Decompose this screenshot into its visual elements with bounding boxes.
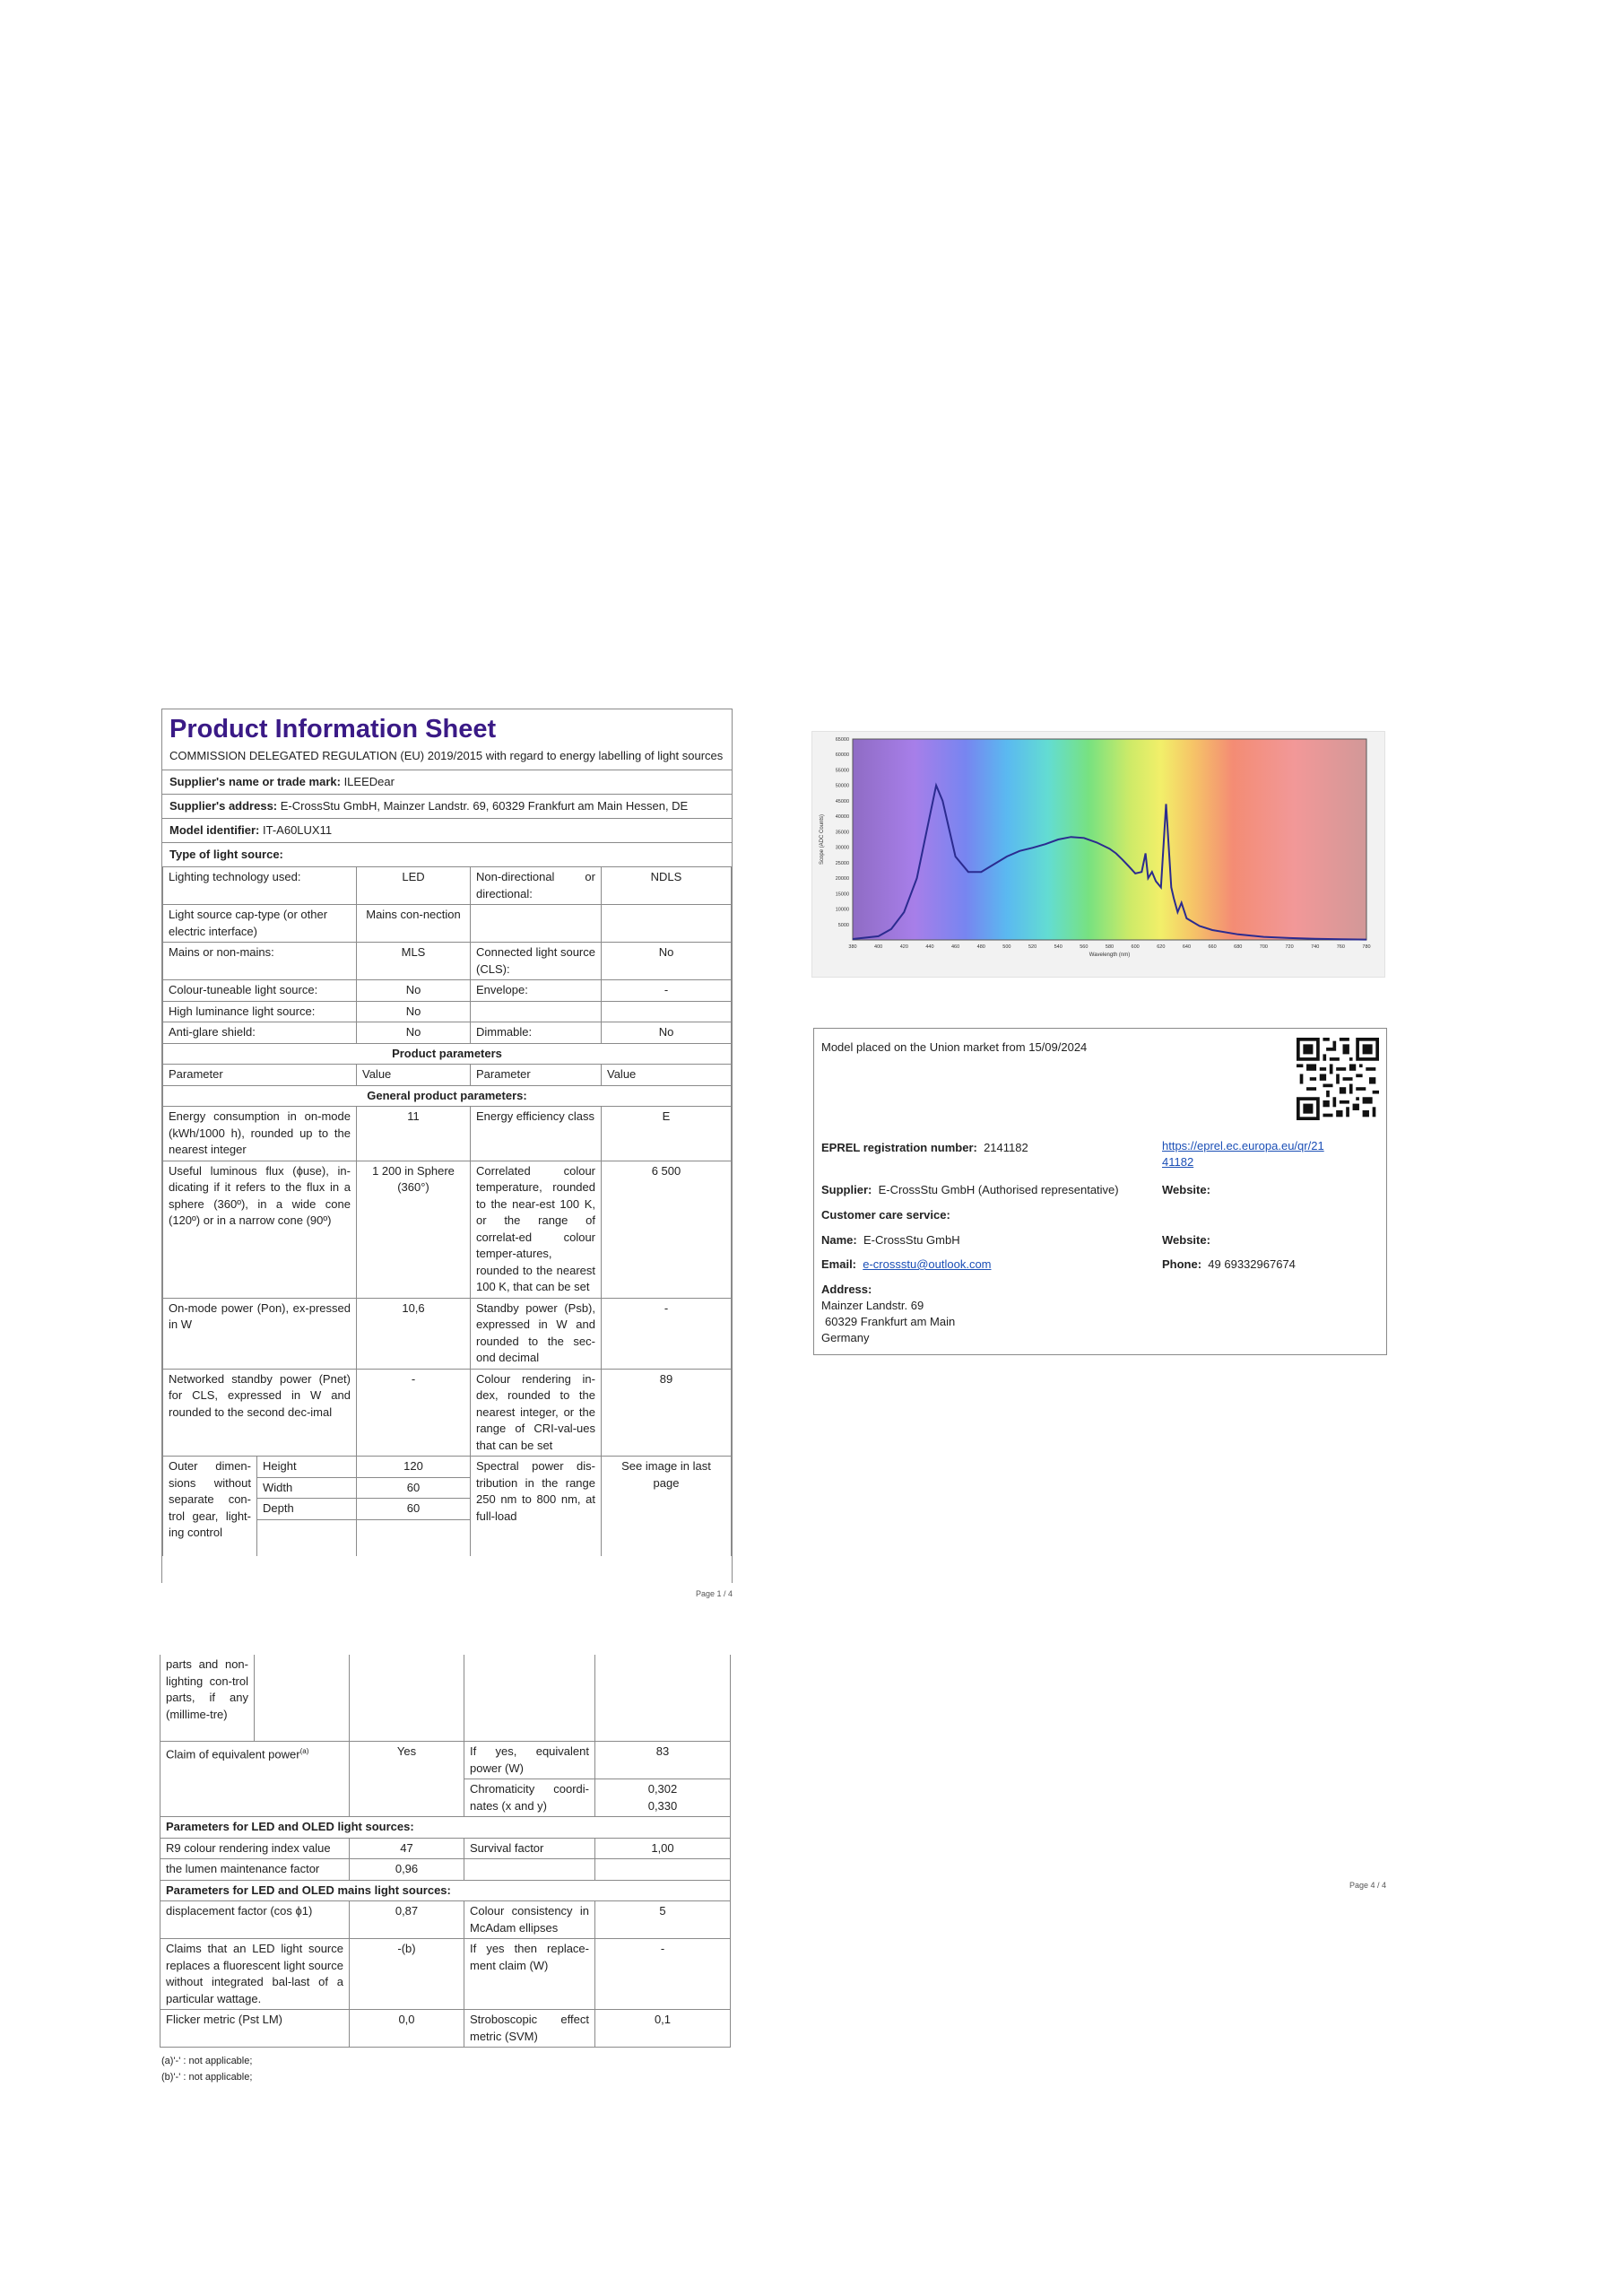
cell: the lumen maintenance factor <box>160 1859 350 1881</box>
table-row <box>163 980 732 1002</box>
cell: Correlated colour temperature, rounded to the near-est 100 K, or the range of correlat-ed colour temper-atures, rounded to the nearest 100 K, that can be set <box>471 1161 602 1298</box>
email-link[interactable]: e-crossstu@outlook.com <box>863 1257 992 1271</box>
cell: Dimmable: <box>471 1022 602 1044</box>
x-tick-label: 540 <box>1054 944 1063 950</box>
table-row <box>160 1939 731 2010</box>
y-tick-label: 40000 <box>835 814 849 821</box>
phone-label: Phone: <box>1162 1257 1202 1271</box>
y-tick-label: 10000 <box>835 907 849 913</box>
table-row <box>163 1298 732 1369</box>
chromaticity-y: 0,330 <box>647 1798 678 1813</box>
product-parameters-heading: Product parameters <box>163 1044 732 1065</box>
spectral-chart-image <box>811 731 1385 978</box>
cell: Chromaticity coordi-nates (x and y) <box>464 1779 595 1817</box>
cell <box>471 1001 602 1022</box>
product-parameters-table <box>162 1044 732 1457</box>
spectrum-band <box>853 739 1366 940</box>
table-row <box>163 867 732 905</box>
cell <box>357 1519 471 1556</box>
x-tick-labels <box>848 944 1370 950</box>
x-tick-label: 740 <box>1311 944 1320 950</box>
continuation-table <box>160 1655 731 2048</box>
table-row <box>160 1880 731 1901</box>
website-label-2: Website: <box>1162 1233 1210 1247</box>
x-tick-label: 460 <box>951 944 960 950</box>
name-label: Name: <box>821 1233 857 1247</box>
cell: 47 <box>350 1838 464 1859</box>
cell: E <box>602 1107 732 1161</box>
light-source-table <box>162 867 732 1044</box>
model-identifier: IT-A60LUX11 <box>263 823 333 837</box>
x-tick-label: 500 <box>1002 944 1011 950</box>
cell: 0,87 <box>350 1901 464 1939</box>
cell: Networked standby power (Pnet) for CLS, expressed in W and rounded to the second dec-imal <box>163 1369 357 1457</box>
cell: Anti-glare shield: <box>163 1022 357 1044</box>
cell: No <box>357 1022 471 1044</box>
footnote-b: (b)'-' : not applicable; <box>161 2072 253 2083</box>
qr-code-icon[interactable] <box>1297 1038 1379 1120</box>
x-tick-label: 480 <box>976 944 985 950</box>
chromaticity-x: 0,302 <box>647 1782 678 1796</box>
table-row <box>163 1457 732 1477</box>
table-row <box>163 943 732 980</box>
cell: - <box>602 1298 732 1369</box>
cell: Spectral power dis-tribution in the range 250 nm to 800 nm, at full-load <box>471 1457 602 1556</box>
table-row <box>163 1107 732 1161</box>
cell: 11 <box>357 1107 471 1161</box>
page-1 <box>161 709 733 1583</box>
cell <box>595 1859 731 1881</box>
supplier-address: E-CrossStu GmbH, Mainzer Landstr. 69, 60329 Frankfurt am Main Hessen, DE <box>280 799 689 813</box>
x-tick-label: 380 <box>848 944 857 950</box>
eprel-url-link[interactable] <box>1162 1138 1324 1170</box>
table-header-row <box>163 1065 732 1086</box>
cell: Survival factor <box>464 1838 595 1859</box>
x-tick-label: 440 <box>925 944 934 950</box>
cell: See image in last page <box>602 1457 732 1556</box>
y-axis-label: Scope (ADC Counts) <box>820 813 825 865</box>
supplier-name: ILEEDear <box>343 775 395 788</box>
cell: displacement factor (cos ϕ1) <box>160 1901 350 1939</box>
cell: On-mode power (Pon), ex-pressed in W <box>163 1298 357 1369</box>
cell: No <box>357 1001 471 1022</box>
model-line <box>162 819 732 843</box>
column-header: Parameter <box>163 1065 357 1086</box>
y-tick-label: 50000 <box>835 783 849 789</box>
equivalent-power-claim-label: Claim of equivalent power <box>166 1747 300 1761</box>
page-2 <box>160 1655 731 2083</box>
phone-line <box>1162 1257 1296 1273</box>
address-line-2: 60329 Frankfurt am Main <box>825 1315 956 1328</box>
x-tick-label: 620 <box>1157 944 1166 950</box>
cell: Energy consumption in on-mode (kWh/1000 h), rounded up to the nearest integer <box>163 1107 357 1161</box>
x-tick-label: 420 <box>899 944 908 950</box>
cell: 89 <box>602 1369 732 1457</box>
cell <box>464 1859 595 1881</box>
dimensions-table <box>162 1457 732 1556</box>
cell: If yes, equivalent power (W) <box>464 1742 595 1779</box>
cell: 0,96 <box>350 1859 464 1881</box>
x-tick-label: 760 <box>1336 944 1345 950</box>
cell: LED <box>357 867 471 905</box>
x-tick-label: 560 <box>1080 944 1089 950</box>
cell: No <box>602 1022 732 1044</box>
table-row <box>163 1161 732 1298</box>
cell: 10,6 <box>357 1298 471 1369</box>
cell: Connected light source (CLS): <box>471 943 602 980</box>
cell: Standby power (Psb), expressed in W and rounded to the sec-ond decimal <box>471 1298 602 1369</box>
cell: R9 colour rendering index value <box>160 1838 350 1859</box>
x-axis-label: Wavelength (nm) <box>1089 952 1131 958</box>
cell: - <box>602 980 732 1002</box>
cell <box>602 905 732 943</box>
table-row <box>163 905 732 943</box>
cell <box>602 1001 732 1022</box>
table-row <box>163 1001 732 1022</box>
website-label: Website: <box>1162 1183 1210 1196</box>
cell: Non-directional or directional: <box>471 867 602 905</box>
x-tick-label: 660 <box>1208 944 1217 950</box>
cell: High luminance light source: <box>163 1001 357 1022</box>
table-row <box>160 1655 731 1742</box>
market-date: Model placed on the Union market from 15/09/2024 <box>821 1040 1088 1054</box>
cell <box>595 1779 731 1817</box>
cell: Width <box>257 1477 357 1499</box>
phone-number: 49 69332967674 <box>1208 1257 1296 1271</box>
customer-care-label: Customer care service: <box>821 1208 950 1222</box>
address-line-1: Mainzer Landstr. 69 <box>821 1299 924 1312</box>
cell: 60 <box>357 1499 471 1520</box>
table-row <box>163 1022 732 1044</box>
cell: Envelope: <box>471 980 602 1002</box>
cell: MLS <box>357 943 471 980</box>
x-tick-label: 700 <box>1259 944 1268 950</box>
x-tick-label: 600 <box>1131 944 1140 950</box>
led-parameters-heading: Parameters for LED and OLED light sources: <box>160 1817 731 1839</box>
mains-parameters-heading: Parameters for LED and OLED mains light sources: <box>160 1880 731 1901</box>
cell: Light source cap-type (or other electric interface) <box>163 905 357 943</box>
cell: 0,0 <box>350 2010 464 2048</box>
page-title: Product Information Sheet <box>169 715 497 744</box>
y-tick-label: 35000 <box>835 830 849 836</box>
cell: Claims that an LED light source replaces a fluorescent light source without integrated bal-last of a particular wattage. <box>160 1939 350 2010</box>
cell: No <box>602 943 732 980</box>
table-row <box>160 2010 731 2048</box>
address-line-3: Germany <box>821 1331 870 1344</box>
table-row <box>163 1369 732 1457</box>
cell: 1 200 in Sphere (360°) <box>357 1161 471 1298</box>
cell: Flicker metric (Pst LM) <box>160 2010 350 2048</box>
supplier-name-label: Supplier's name or trade mark: <box>169 775 341 788</box>
x-tick-label: 520 <box>1028 944 1037 950</box>
cell: parts and non-lighting con-trol parts, if any (millime-tre) <box>160 1655 255 1742</box>
y-tick-label: 15000 <box>835 891 849 898</box>
eprel-registration-line <box>821 1140 1028 1156</box>
supplier-label: Supplier: <box>821 1183 872 1196</box>
cell: 83 <box>595 1742 731 1779</box>
y-tick-label: 5000 <box>837 922 849 928</box>
footnote-a: (a)'-' : not applicable; <box>161 2056 253 2066</box>
contact-name: E-CrossStu GmbH <box>863 1233 960 1247</box>
cell: Lighting technology used: <box>163 867 357 905</box>
email-line <box>821 1257 992 1273</box>
cell <box>595 1655 731 1742</box>
page-number: Page 1 / 4 <box>696 1589 733 1598</box>
y-tick-label: 25000 <box>835 860 849 866</box>
cell: NDLS <box>602 867 732 905</box>
cell: 0,1 <box>595 2010 731 2048</box>
cell <box>471 905 602 943</box>
contact-name-line <box>821 1232 960 1248</box>
cell <box>350 1655 464 1742</box>
address-label: Address: <box>821 1283 872 1296</box>
cell: 6 500 <box>602 1161 732 1298</box>
cell <box>257 1519 357 1556</box>
cell: Outer dimen-sions without separate con-trol gear, light-ing control <box>163 1457 257 1556</box>
supplier-line <box>821 1182 1119 1198</box>
cell <box>160 1742 350 1817</box>
x-tick-label: 720 <box>1285 944 1294 950</box>
page-number-4: Page 4 / 4 <box>1349 1881 1387 1890</box>
supplier-address-line <box>162 795 732 819</box>
supplier-value: E-CrossStu GmbH (Authorised representative) <box>878 1183 1119 1196</box>
cell: 1,00 <box>595 1838 731 1859</box>
supplier-name-line <box>162 770 732 795</box>
y-tick-label: 55000 <box>835 768 849 774</box>
cell: Energy efficiency class <box>471 1107 602 1161</box>
table-row <box>160 1838 731 1859</box>
type-heading <box>162 843 732 867</box>
x-tick-label: 400 <box>874 944 883 950</box>
cell: 5 <box>595 1901 731 1939</box>
eprel-info-card <box>813 1028 1387 1355</box>
cell: Mains or non-mains: <box>163 943 357 980</box>
table-row <box>160 1817 731 1839</box>
footnote-marker: (a) <box>299 1747 309 1755</box>
cell: Colour rendering in-dex, rounded to the nearest integer, or the range of CRI-val-ues that can be set <box>471 1369 602 1457</box>
regulation-subtitle: COMMISSION DELEGATED REGULATION (EU) 2019/2015 with regard to energy labelling of light sources <box>162 746 732 770</box>
cell: Colour consistency in McAdam ellipses <box>464 1901 595 1939</box>
eprel-label: EPREL registration number: <box>821 1141 977 1154</box>
cell: - <box>357 1369 471 1457</box>
y-tick-label: 65000 <box>835 737 849 743</box>
table-row <box>160 1859 731 1881</box>
cell: 120 <box>357 1457 471 1477</box>
y-tick-label: 20000 <box>835 876 849 883</box>
y-tick-label: 45000 <box>835 798 849 804</box>
cell: If yes then replace-ment claim (W) <box>464 1939 595 2010</box>
email-label: Email: <box>821 1257 857 1271</box>
spectral-power-distribution-chart <box>812 732 1384 977</box>
cell: Useful luminous flux (ϕuse), in-dicating if it refers to the flux in a sphere (360º), in a wide cone (120º) or in a narrow cone (90º) <box>163 1161 357 1298</box>
model-label: Model identifier: <box>169 823 260 837</box>
x-tick-label: 580 <box>1105 944 1115 950</box>
table-row <box>160 1901 731 1939</box>
column-header: Value <box>357 1065 471 1086</box>
eprel-url-part-2: 41182 <box>1162 1155 1194 1169</box>
table-row <box>163 1085 732 1107</box>
x-tick-label: 640 <box>1182 944 1192 950</box>
x-tick-label: 680 <box>1234 944 1243 950</box>
x-tick-label: 780 <box>1362 944 1371 950</box>
column-header: Value <box>602 1065 732 1086</box>
cell: -(b) <box>350 1939 464 2010</box>
cell: Height <box>257 1457 357 1477</box>
cell <box>464 1655 595 1742</box>
cell: Yes <box>350 1742 464 1817</box>
cell: Stroboscopic effect metric (SVM) <box>464 2010 595 2048</box>
type-heading-text: Type of light source: <box>169 848 283 861</box>
column-header: Parameter <box>471 1065 602 1086</box>
eprel-url-part-1: https://eprel.ec.europa.eu/qr/21 <box>1162 1139 1324 1152</box>
cell: - <box>595 1939 731 2010</box>
table-row <box>160 1742 731 1779</box>
general-parameters-heading: General product parameters: <box>163 1085 732 1107</box>
cell: No <box>357 980 471 1002</box>
eprel-number: 2141182 <box>984 1141 1028 1154</box>
supplier-address-label: Supplier's address: <box>169 799 278 813</box>
cell: 60 <box>357 1477 471 1499</box>
cell: Depth <box>257 1499 357 1520</box>
cell: Colour-tuneable light source: <box>163 980 357 1002</box>
y-tick-label: 60000 <box>835 752 849 759</box>
table-row <box>163 1044 732 1065</box>
cell: Mains con-nection <box>357 905 471 943</box>
y-tick-label: 30000 <box>835 845 849 851</box>
cell <box>255 1655 350 1742</box>
